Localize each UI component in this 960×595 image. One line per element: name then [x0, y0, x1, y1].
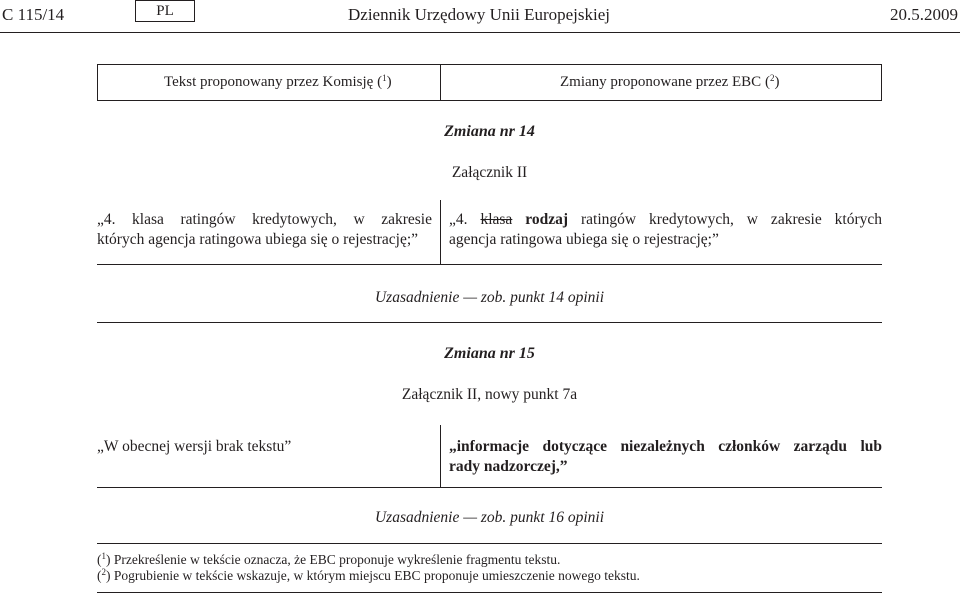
table-right-border [881, 64, 882, 100]
journal-title: Dziennik Urzędowy Unii Europejskiej [348, 5, 611, 24]
amendment-14-justification: Uzasadnienie — zob. punkt 14 opinii [374, 289, 605, 306]
bottom-rule [97, 592, 882, 593]
justification-14-rule [97, 322, 882, 323]
table-left-border [97, 64, 98, 100]
column-divider [440, 64, 441, 100]
amendment-15-column-divider [440, 425, 441, 487]
amendment-15-right-text: „informacje dotyczące niezależnych członków zarządu lub rady nadzorczej,” [449, 438, 882, 475]
amendment-14-column-divider [440, 200, 441, 264]
header-rule [0, 32, 960, 33]
table-top-rule [97, 64, 882, 65]
footnote-2: ($^2$) Pogrubienie w tekście wskazuje, w którym miejscu EBC proponuje umieszczenie nowego tekstu. [97, 567, 640, 583]
amendment-15-left-text: „W obecnej wersji brak tekstu” [97, 438, 292, 455]
publication-date: 20.5.2009 [890, 5, 958, 24]
footnote-1: ($^1$) Przekreślenie w tekście oznacza, że EBC proponuje wykreślenie fragmentu tekstu. [97, 551, 561, 567]
amendment-15-justification: Uzasadnienie — zob. punkt 16 opinii [374, 509, 605, 526]
page-reference: C 115/14 [2, 5, 65, 24]
language-box: PL [135, 0, 195, 22]
right-column-header: Zmiany proponowane przez EBC ($^2$) [560, 73, 780, 90]
amendment-14-right-text: „4. klasa rodzaj ratingów kredytowych, w zakresie których agencja ratingowa ubiega się o rejestrację;” [449, 211, 882, 248]
amendment-14-subtitle: Załącznik II [451, 164, 528, 181]
bold-word: rodzaj [525, 211, 569, 228]
struck-word: klasa [480, 211, 513, 228]
amendment-15-title: Zmiana nr 15 [444, 345, 535, 362]
amendment-14-left-text: „4. klasa ratingów kredytowych, w zakresie których agencja ratingowa ubiega się o rejestrację;” [97, 211, 432, 248]
column-header-rule [97, 100, 882, 101]
left-column-header: Tekst proponowany przez Komisję ($^1$) [164, 73, 392, 90]
amendment-15-subtitle: Załącznik II, nowy punkt 7a [401, 386, 578, 403]
amendment-15-rule [97, 487, 882, 488]
amendment-14-title: Zmiana nr 14 [444, 123, 535, 140]
amendment-14-rule [97, 264, 882, 265]
footnote-separator [97, 543, 882, 544]
